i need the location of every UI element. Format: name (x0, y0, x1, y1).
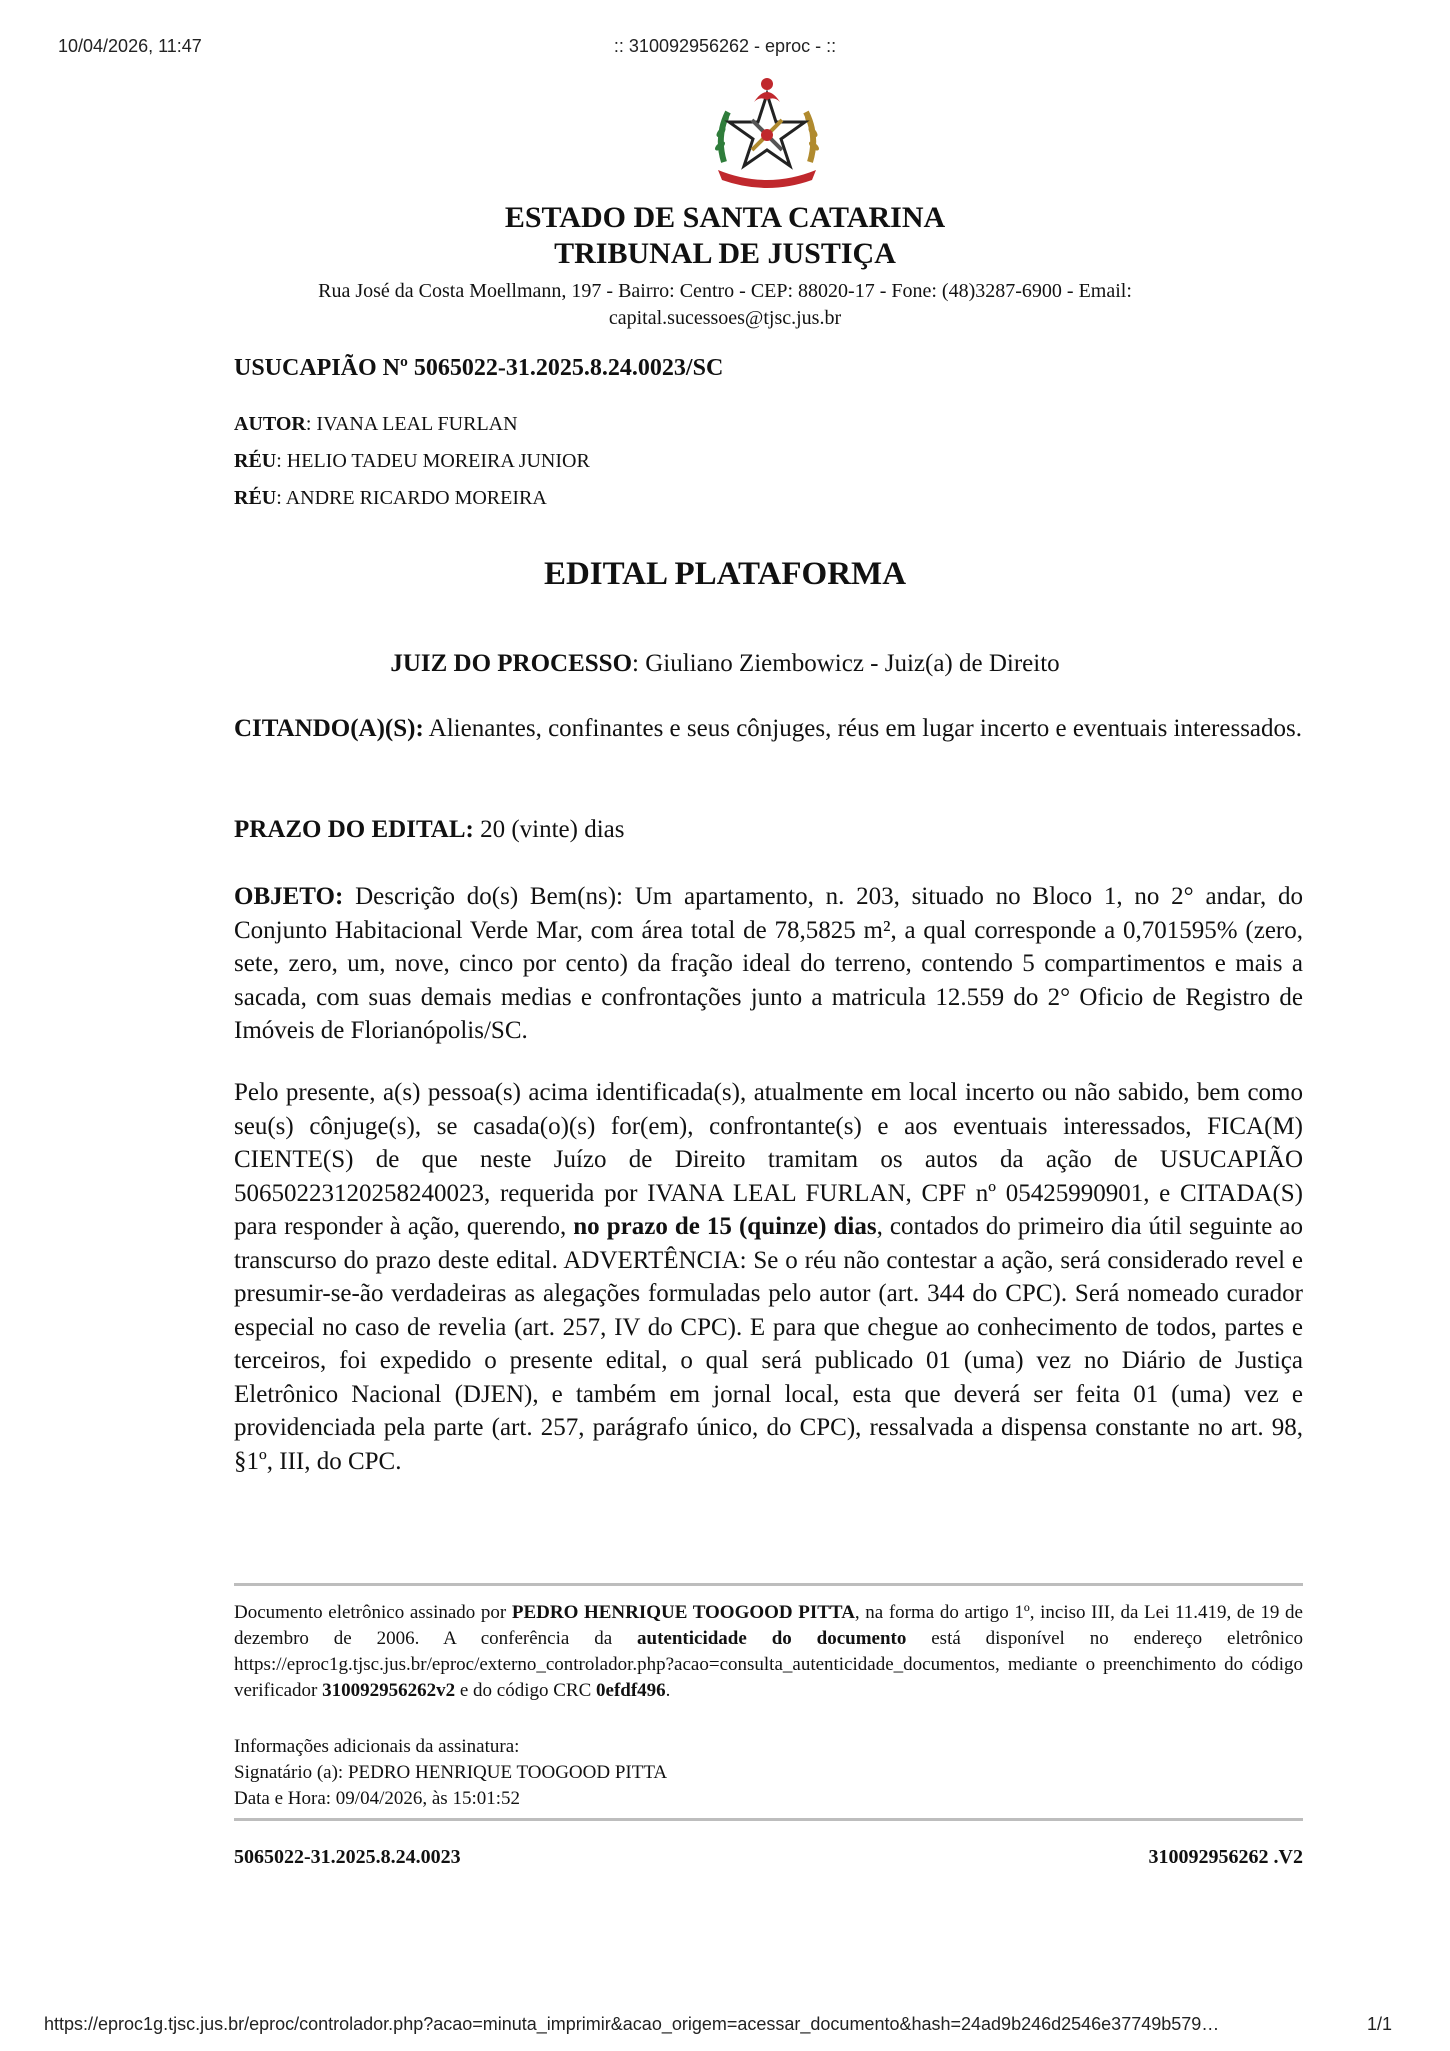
state-name: ESTADO DE SANTA CATARINA (504, 201, 946, 234)
objeto-paragraph (234, 880, 1303, 1048)
citando-label: CITANDO(A)(S): (234, 715, 424, 742)
body-text-part-2: , contados do primeiro dia útil seguinte ao transcurso do prazo deste edital. ADVERTÊNCIA: Se o réu não contestar a ação, será considerado revel e presumir-se-ão verdadeiras as alegações formuladas pelo autor (art. 344 do CPC). Será nomeado curador especial no caso de revelia (art. 257, IV do CPC). E para que chegue ao conhecimento de todos, partes e terceiros, foi expedido o presente edital, o qual será publicado 01 (uma) vez no Diário de Justiça Eletrônico Nacional (DJEN), e também em jornal local, esta que deverá ser feita 01 (uma) vez e providenciada pela parte (art. 257, parágrafo único, do CPC), ressalvada a dispensa constante no art. 98, §1º, III, do CPC. (234, 1213, 1303, 1475)
print-header (58, 36, 1392, 62)
objeto-value: Descrição do(s) Bem(ns): Um apartamento, n. 203, situado no Bloco 1, no 2° andar, do Conjunto Habitacional Verde Mar, com área total de 78,5825 m², a qual corresponde a 0,701595% (zero, sete, zero, um, nove, cinco por cento) da fração ideal do terreno, contendo 5 compartimentos e mais a sacada, com suas demais medias e confrontações junto a matricula 12.559 do 2° Oficio de Registro de Imóveis de Florianópolis/SC. (234, 883, 1303, 1044)
footer-process-number: 5065022-31.2025.8.24.0023 (234, 1846, 461, 1868)
address-line-2: capital.sucessoes@tjsc.jus.br (608, 307, 842, 329)
party-name: : ANDRE RICARDO MOREIRA (276, 487, 547, 509)
signer-name: PEDRO HENRIQUE TOOGOOD PITTA (511, 1602, 855, 1623)
signature-text: está disponível no endereço eletrônico https://eproc1g.tjsc.jus.br/eproc/externo_controlador.php?acao=consulta_autenticidade_documentos, mediante o preenchimento do código verificador (234, 1628, 1303, 1701)
party-name: : HELIO TADEU MOREIRA JUNIOR (276, 450, 590, 472)
page-count: 1/1 (1366, 2014, 1392, 2034)
judge-value: : Giuliano Ziembowicz - Juiz(a) de Direito (632, 650, 1060, 677)
print-date: 10/04/2026, 11:47 (58, 36, 202, 56)
signature-info (234, 1734, 667, 1812)
institution-header (0, 200, 1450, 332)
party-label: RÉU (234, 487, 277, 509)
parties-list (234, 406, 590, 517)
divider (234, 1583, 1303, 1586)
process-number: USUCAPIÃO Nº 5065022-31.2025.8.24.0023/SC (234, 355, 724, 381)
verifier-code: 310092956262v2 (322, 1680, 456, 1701)
santa-catarina-coat-of-arms-icon (704, 66, 830, 192)
signature-text: . (665, 1680, 671, 1701)
party-name: : IVANA LEAL FURLAN (305, 413, 518, 435)
body-deadline-bold: no prazo de 15 (quinze) dias (573, 1213, 877, 1240)
court-name: TRIBUNAL DE JUSTIÇA (554, 237, 896, 270)
address-line-1: Rua José da Costa Moellmann, 197 - Bairro: Centro - CEP: 88020-17 - Fone: (48)3287-6900 - Email: (318, 280, 1132, 302)
judge-line (0, 650, 1450, 678)
edital-body-paragraph (234, 1076, 1303, 1478)
authenticity-label: autenticidade do documento (637, 1628, 907, 1649)
signature-notice (234, 1600, 1303, 1704)
party-defendant (234, 480, 590, 517)
signature-info-datetime: Data e Hora: 09/04/2026, às 15:01:52 (234, 1788, 521, 1809)
objeto-label: OBJETO: (234, 883, 344, 910)
body-text-part-1: Pelo presente, a(s) pessoa(s) acima identificada(s), atualmente em local incerto ou não sabido, bem como seu(s) cônjuge(s), se casada(o)(s) for(em), confrontante(s) e aos eventuais interessados, FICA(M) CIENTE(S) de que neste Juízo de Direito tramitam os autos da ação de USUCAPIÃO 50650223120258240023, requerida por IVANA LEAL FURLAN, CPF nº 05425990901, e CITADA(S) para responder à ação, querendo, (234, 1079, 1303, 1240)
crc-code: 0efdf496 (596, 1680, 666, 1701)
citando-value: Alienantes, confinantes e seus cônjuges, réus em lugar incerto e eventuais interessados. (423, 715, 1302, 742)
footer-document-code: 310092956262 .V2 (1148, 1846, 1303, 1868)
signature-text: e do código CRC (455, 1680, 597, 1701)
party-defendant (234, 443, 590, 480)
signature-info-signer: Signatário (a): PEDRO HENRIQUE TOOGOOD PITTA (234, 1762, 668, 1783)
print-title: :: 310092956262 - eproc - :: (613, 36, 837, 56)
document-title: EDITAL PLATAFORMA (543, 556, 907, 592)
prazo-paragraph (234, 813, 1303, 847)
party-label: AUTOR (234, 413, 306, 435)
judge-label: JUIZ DO PROCESSO (390, 650, 633, 677)
prazo-label: PRAZO DO EDITAL: (234, 816, 474, 843)
citando-paragraph (234, 712, 1303, 746)
party-label: RÉU (234, 450, 277, 472)
prazo-value: 20 (vinte) dias (473, 816, 625, 843)
party-author (234, 406, 590, 443)
signature-text: Documento eletrônico assinado por (234, 1602, 512, 1623)
signature-text: , na forma do artigo 1º, inciso III, da Lei 11.419, de 19 de dezembro de 2006. A conferência da (234, 1602, 1303, 1649)
print-url: https://eproc1g.tjsc.jus.br/eproc/controlador.php?acao=minuta_imprimir&acao_origem=acessar_documento&hash=24ad9b246d2546e37749b579… (44, 2014, 1220, 2034)
signature-info-title: Informações adicionais da assinatura: (234, 1736, 520, 1757)
divider (234, 1818, 1303, 1821)
